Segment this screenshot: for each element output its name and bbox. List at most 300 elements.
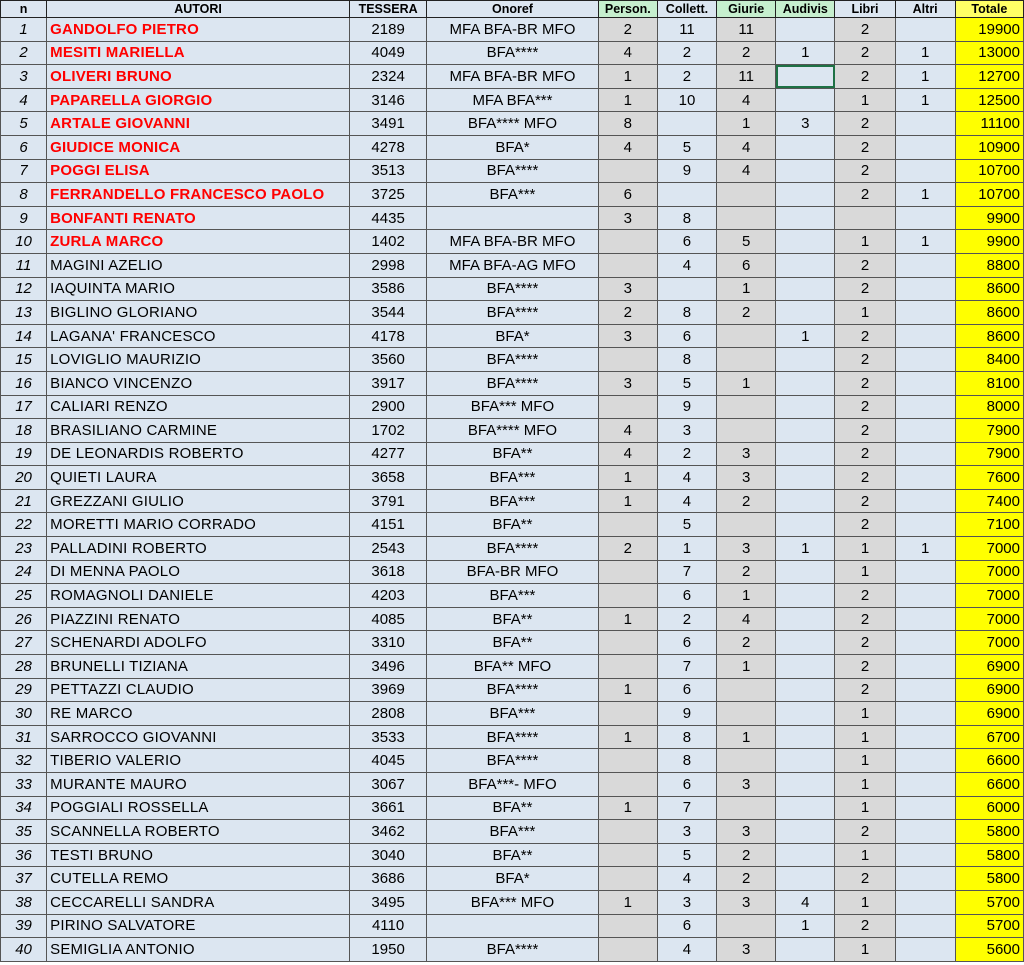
- cell-collett[interactable]: 3: [657, 419, 716, 443]
- cell-collett[interactable]: 8: [657, 749, 716, 773]
- cell-giurie[interactable]: 11: [717, 18, 776, 42]
- cell-totale[interactable]: 5800: [955, 867, 1023, 891]
- cell-collett[interactable]: 5: [657, 843, 716, 867]
- cell-tessera[interactable]: 4085: [350, 607, 427, 631]
- cell-onoref[interactable]: BFA****: [427, 41, 599, 65]
- cell-collett[interactable]: 9: [657, 395, 716, 419]
- cell-n[interactable]: 40: [1, 938, 47, 962]
- cell-onoref[interactable]: BFA****: [427, 159, 599, 183]
- cell-tessera[interactable]: 1702: [350, 419, 427, 443]
- cell-altri[interactable]: 1: [895, 183, 955, 207]
- cell-totale[interactable]: 8000: [955, 395, 1023, 419]
- cell-audivis[interactable]: [776, 159, 835, 183]
- cell-n[interactable]: 23: [1, 537, 47, 561]
- cell-collett[interactable]: 2: [657, 442, 716, 466]
- cell-tessera[interactable]: 4110: [350, 914, 427, 938]
- cell-totale[interactable]: 7900: [955, 419, 1023, 443]
- cell-autore[interactable]: MAGINI AZELIO: [47, 253, 350, 277]
- cell-giurie[interactable]: 1: [717, 725, 776, 749]
- cell-onoref[interactable]: MFA BFA***: [427, 88, 599, 112]
- cell-collett[interactable]: [657, 277, 716, 301]
- cell-onoref[interactable]: [427, 206, 599, 230]
- cell-n[interactable]: 38: [1, 890, 47, 914]
- cell-libri[interactable]: 2: [835, 867, 895, 891]
- cell-giurie[interactable]: 3: [717, 773, 776, 797]
- cell-totale[interactable]: 10900: [955, 135, 1023, 159]
- cell-collett[interactable]: 5: [657, 513, 716, 537]
- cell-tessera[interactable]: 2189: [350, 18, 427, 42]
- cell-totale[interactable]: 7100: [955, 513, 1023, 537]
- cell-person[interactable]: 1: [598, 796, 657, 820]
- cell-altri[interactable]: [895, 206, 955, 230]
- cell-person[interactable]: 1: [598, 489, 657, 513]
- cell-altri[interactable]: [895, 938, 955, 962]
- cell-n[interactable]: 35: [1, 820, 47, 844]
- cell-onoref[interactable]: BFA***- MFO: [427, 773, 599, 797]
- cell-person[interactable]: 1: [598, 725, 657, 749]
- cell-libri[interactable]: 1: [835, 88, 895, 112]
- cell-tessera[interactable]: 1402: [350, 230, 427, 254]
- cell-giurie[interactable]: 2: [717, 489, 776, 513]
- cell-onoref[interactable]: [427, 914, 599, 938]
- cell-autore[interactable]: LOVIGLIO MAURIZIO: [47, 348, 350, 372]
- cell-altri[interactable]: [895, 843, 955, 867]
- cell-person[interactable]: [598, 230, 657, 254]
- cell-onoref[interactable]: BFA****: [427, 749, 599, 773]
- cell-tessera[interactable]: 3661: [350, 796, 427, 820]
- cell-audivis[interactable]: [776, 655, 835, 679]
- header-onoref[interactable]: Onoref: [427, 1, 599, 18]
- cell-tessera[interactable]: 3495: [350, 890, 427, 914]
- cell-onoref[interactable]: BFA**: [427, 796, 599, 820]
- cell-totale[interactable]: 6600: [955, 749, 1023, 773]
- cell-onoref[interactable]: BFA*: [427, 867, 599, 891]
- cell-altri[interactable]: [895, 678, 955, 702]
- cell-person[interactable]: [598, 773, 657, 797]
- cell-totale[interactable]: 5800: [955, 843, 1023, 867]
- cell-altri[interactable]: [895, 253, 955, 277]
- cell-n[interactable]: 9: [1, 206, 47, 230]
- cell-giurie[interactable]: 4: [717, 135, 776, 159]
- cell-giurie[interactable]: 3: [717, 537, 776, 561]
- cell-audivis[interactable]: [776, 466, 835, 490]
- cell-libri[interactable]: 2: [835, 607, 895, 631]
- cell-giurie[interactable]: [717, 324, 776, 348]
- cell-collett[interactable]: 6: [657, 230, 716, 254]
- cell-tessera[interactable]: 3067: [350, 773, 427, 797]
- cell-tessera[interactable]: 3791: [350, 489, 427, 513]
- cell-onoref[interactable]: BFA***: [427, 584, 599, 608]
- cell-altri[interactable]: 1: [895, 88, 955, 112]
- cell-collett[interactable]: 6: [657, 324, 716, 348]
- cell-libri[interactable]: 1: [835, 938, 895, 962]
- cell-totale[interactable]: 6000: [955, 796, 1023, 820]
- cell-person[interactable]: [598, 702, 657, 726]
- cell-onoref[interactable]: BFA** MFO: [427, 655, 599, 679]
- cell-libri[interactable]: 1: [835, 843, 895, 867]
- cell-n[interactable]: 24: [1, 560, 47, 584]
- cell-audivis[interactable]: [776, 348, 835, 372]
- cell-libri[interactable]: 1: [835, 773, 895, 797]
- cell-totale[interactable]: 5800: [955, 820, 1023, 844]
- cell-tessera[interactable]: 2900: [350, 395, 427, 419]
- cell-altri[interactable]: [895, 301, 955, 325]
- cell-giurie[interactable]: [717, 348, 776, 372]
- cell-onoref[interactable]: BFA****: [427, 301, 599, 325]
- cell-n[interactable]: 36: [1, 843, 47, 867]
- cell-person[interactable]: [598, 348, 657, 372]
- cell-altri[interactable]: [895, 820, 955, 844]
- cell-n[interactable]: 19: [1, 442, 47, 466]
- cell-collett[interactable]: 2: [657, 607, 716, 631]
- cell-n[interactable]: 22: [1, 513, 47, 537]
- cell-autore[interactable]: GREZZANI GIULIO: [47, 489, 350, 513]
- cell-totale[interactable]: 6900: [955, 678, 1023, 702]
- cell-libri[interactable]: 1: [835, 702, 895, 726]
- cell-person[interactable]: 2: [598, 537, 657, 561]
- cell-libri[interactable]: [835, 206, 895, 230]
- cell-n[interactable]: 30: [1, 702, 47, 726]
- cell-onoref[interactable]: BFA**: [427, 607, 599, 631]
- cell-onoref[interactable]: BFA***: [427, 466, 599, 490]
- cell-audivis[interactable]: [776, 867, 835, 891]
- cell-n[interactable]: 20: [1, 466, 47, 490]
- cell-n[interactable]: 10: [1, 230, 47, 254]
- cell-giurie[interactable]: 3: [717, 442, 776, 466]
- cell-giurie[interactable]: 1: [717, 112, 776, 136]
- cell-altri[interactable]: [895, 773, 955, 797]
- cell-libri[interactable]: 2: [835, 183, 895, 207]
- cell-totale[interactable]: 8400: [955, 348, 1023, 372]
- cell-n[interactable]: 31: [1, 725, 47, 749]
- cell-person[interactable]: 1: [598, 65, 657, 89]
- cell-tessera[interactable]: 3533: [350, 725, 427, 749]
- cell-autore[interactable]: SEMIGLIA ANTONIO: [47, 938, 350, 962]
- cell-altri[interactable]: [895, 631, 955, 655]
- cell-giurie[interactable]: 1: [717, 655, 776, 679]
- cell-giurie[interactable]: 3: [717, 466, 776, 490]
- header-audivis[interactable]: Audivis: [776, 1, 835, 18]
- cell-person[interactable]: [598, 631, 657, 655]
- cell-onoref[interactable]: BFA***: [427, 183, 599, 207]
- cell-collett[interactable]: 6: [657, 678, 716, 702]
- cell-libri[interactable]: 2: [835, 371, 895, 395]
- cell-onoref[interactable]: BFA****: [427, 537, 599, 561]
- cell-libri[interactable]: 2: [835, 324, 895, 348]
- cell-giurie[interactable]: 1: [717, 584, 776, 608]
- cell-person[interactable]: [598, 560, 657, 584]
- cell-audivis[interactable]: [776, 489, 835, 513]
- cell-totale[interactable]: 5600: [955, 938, 1023, 962]
- cell-person[interactable]: [598, 584, 657, 608]
- cell-libri[interactable]: 2: [835, 678, 895, 702]
- cell-giurie[interactable]: [717, 702, 776, 726]
- cell-autore[interactable]: PALLADINI ROBERTO: [47, 537, 350, 561]
- cell-tessera[interactable]: 3544: [350, 301, 427, 325]
- cell-n[interactable]: 25: [1, 584, 47, 608]
- cell-tessera[interactable]: 3969: [350, 678, 427, 702]
- cell-totale[interactable]: 7000: [955, 631, 1023, 655]
- cell-collett[interactable]: 6: [657, 631, 716, 655]
- cell-audivis[interactable]: [776, 230, 835, 254]
- cell-altri[interactable]: 1: [895, 230, 955, 254]
- cell-person[interactable]: 4: [598, 41, 657, 65]
- cell-giurie[interactable]: [717, 183, 776, 207]
- cell-person[interactable]: 1: [598, 607, 657, 631]
- cell-autore[interactable]: MORETTI MARIO CORRADO: [47, 513, 350, 537]
- cell-tessera[interactable]: 3560: [350, 348, 427, 372]
- cell-audivis[interactable]: [776, 796, 835, 820]
- cell-totale[interactable]: 8600: [955, 277, 1023, 301]
- cell-giurie[interactable]: [717, 914, 776, 938]
- cell-tessera[interactable]: 4178: [350, 324, 427, 348]
- cell-collett[interactable]: 4: [657, 466, 716, 490]
- cell-collett[interactable]: 5: [657, 371, 716, 395]
- cell-n[interactable]: 33: [1, 773, 47, 797]
- cell-altri[interactable]: 1: [895, 41, 955, 65]
- cell-autore[interactable]: SCHENARDI ADOLFO: [47, 631, 350, 655]
- cell-altri[interactable]: [895, 513, 955, 537]
- cell-audivis[interactable]: [776, 442, 835, 466]
- cell-totale[interactable]: 9900: [955, 230, 1023, 254]
- cell-onoref[interactable]: BFA*** MFO: [427, 890, 599, 914]
- cell-altri[interactable]: [895, 442, 955, 466]
- cell-audivis[interactable]: 1: [776, 41, 835, 65]
- cell-collett[interactable]: [657, 183, 716, 207]
- cell-autore[interactable]: BIANCO VINCENZO: [47, 371, 350, 395]
- cell-person[interactable]: [598, 395, 657, 419]
- cell-audivis[interactable]: [776, 938, 835, 962]
- cell-audivis[interactable]: [776, 183, 835, 207]
- cell-giurie[interactable]: 2: [717, 41, 776, 65]
- cell-totale[interactable]: 9900: [955, 206, 1023, 230]
- cell-autore[interactable]: PIRINO SALVATORE: [47, 914, 350, 938]
- cell-collett[interactable]: 4: [657, 489, 716, 513]
- cell-onoref[interactable]: BFA***: [427, 820, 599, 844]
- cell-giurie[interactable]: 5: [717, 230, 776, 254]
- cell-n[interactable]: 7: [1, 159, 47, 183]
- cell-audivis[interactable]: [776, 301, 835, 325]
- cell-person[interactable]: [598, 820, 657, 844]
- cell-libri[interactable]: 2: [835, 584, 895, 608]
- cell-tessera[interactable]: 3686: [350, 867, 427, 891]
- cell-giurie[interactable]: 2: [717, 843, 776, 867]
- header-totale[interactable]: Totale: [955, 1, 1023, 18]
- cell-n[interactable]: 21: [1, 489, 47, 513]
- cell-tessera[interactable]: 3491: [350, 112, 427, 136]
- cell-onoref[interactable]: BFA-BR MFO: [427, 560, 599, 584]
- cell-altri[interactable]: 1: [895, 65, 955, 89]
- cell-onoref[interactable]: BFA**: [427, 442, 599, 466]
- cell-n[interactable]: 17: [1, 395, 47, 419]
- cell-altri[interactable]: [895, 584, 955, 608]
- cell-tessera[interactable]: 1950: [350, 938, 427, 962]
- cell-audivis[interactable]: 3: [776, 112, 835, 136]
- cell-autore[interactable]: BRUNELLI TIZIANA: [47, 655, 350, 679]
- cell-tessera[interactable]: 3658: [350, 466, 427, 490]
- cell-libri[interactable]: 2: [835, 253, 895, 277]
- cell-person[interactable]: [598, 513, 657, 537]
- cell-n[interactable]: 11: [1, 253, 47, 277]
- cell-totale[interactable]: 7900: [955, 442, 1023, 466]
- cell-collett[interactable]: 7: [657, 560, 716, 584]
- cell-altri[interactable]: [895, 159, 955, 183]
- cell-person[interactable]: 3: [598, 277, 657, 301]
- cell-n[interactable]: 32: [1, 749, 47, 773]
- cell-totale[interactable]: 12700: [955, 65, 1023, 89]
- cell-tessera[interactable]: 3513: [350, 159, 427, 183]
- cell-autore[interactable]: ZURLA MARCO: [47, 230, 350, 254]
- cell-tessera[interactable]: 3586: [350, 277, 427, 301]
- cell-onoref[interactable]: MFA BFA-BR MFO: [427, 18, 599, 42]
- cell-autore[interactable]: SARROCCO GIOVANNI: [47, 725, 350, 749]
- cell-audivis[interactable]: [776, 18, 835, 42]
- cell-totale[interactable]: 8800: [955, 253, 1023, 277]
- cell-totale[interactable]: 19900: [955, 18, 1023, 42]
- cell-totale[interactable]: 5700: [955, 914, 1023, 938]
- cell-person[interactable]: 1: [598, 890, 657, 914]
- cell-onoref[interactable]: BFA**: [427, 631, 599, 655]
- cell-autore[interactable]: POGGI ELISA: [47, 159, 350, 183]
- cell-altri[interactable]: 1: [895, 537, 955, 561]
- cell-audivis[interactable]: [776, 65, 835, 89]
- cell-person[interactable]: 3: [598, 371, 657, 395]
- cell-audivis[interactable]: [776, 277, 835, 301]
- cell-person[interactable]: 3: [598, 324, 657, 348]
- cell-totale[interactable]: 10700: [955, 159, 1023, 183]
- cell-autore[interactable]: OLIVERI BRUNO: [47, 65, 350, 89]
- cell-n[interactable]: 1: [1, 18, 47, 42]
- cell-collett[interactable]: 1: [657, 537, 716, 561]
- cell-tessera[interactable]: 2998: [350, 253, 427, 277]
- cell-tessera[interactable]: 4151: [350, 513, 427, 537]
- cell-person[interactable]: [598, 253, 657, 277]
- cell-altri[interactable]: [895, 914, 955, 938]
- cell-collett[interactable]: 4: [657, 867, 716, 891]
- cell-n[interactable]: 12: [1, 277, 47, 301]
- cell-libri[interactable]: 1: [835, 796, 895, 820]
- cell-libri[interactable]: 2: [835, 466, 895, 490]
- cell-onoref[interactable]: BFA*: [427, 135, 599, 159]
- cell-giurie[interactable]: 2: [717, 867, 776, 891]
- cell-altri[interactable]: [895, 348, 955, 372]
- cell-tessera[interactable]: 3310: [350, 631, 427, 655]
- cell-altri[interactable]: [895, 324, 955, 348]
- cell-n[interactable]: 2: [1, 41, 47, 65]
- cell-libri[interactable]: 2: [835, 277, 895, 301]
- cell-totale[interactable]: 6900: [955, 655, 1023, 679]
- cell-libri[interactable]: 2: [835, 112, 895, 136]
- cell-autore[interactable]: DI MENNA PAOLO: [47, 560, 350, 584]
- cell-collett[interactable]: 6: [657, 914, 716, 938]
- cell-giurie[interactable]: 4: [717, 607, 776, 631]
- header-giurie[interactable]: Giurie: [717, 1, 776, 18]
- cell-totale[interactable]: 8100: [955, 371, 1023, 395]
- cell-collett[interactable]: 7: [657, 796, 716, 820]
- cell-person[interactable]: [598, 914, 657, 938]
- cell-libri[interactable]: 1: [835, 749, 895, 773]
- cell-onoref[interactable]: BFA****: [427, 938, 599, 962]
- cell-onoref[interactable]: BFA*: [427, 324, 599, 348]
- cell-audivis[interactable]: [776, 749, 835, 773]
- cell-person[interactable]: 4: [598, 442, 657, 466]
- cell-onoref[interactable]: MFA BFA-BR MFO: [427, 230, 599, 254]
- header-person[interactable]: Person.: [598, 1, 657, 18]
- cell-tessera[interactable]: 2324: [350, 65, 427, 89]
- cell-onoref[interactable]: BFA****: [427, 678, 599, 702]
- cell-person[interactable]: [598, 749, 657, 773]
- cell-audivis[interactable]: [776, 88, 835, 112]
- cell-tessera[interactable]: 4278: [350, 135, 427, 159]
- cell-collett[interactable]: 11: [657, 18, 716, 42]
- cell-onoref[interactable]: BFA***: [427, 489, 599, 513]
- cell-person[interactable]: [598, 159, 657, 183]
- cell-libri[interactable]: 1: [835, 230, 895, 254]
- cell-audivis[interactable]: 4: [776, 890, 835, 914]
- cell-tessera[interactable]: 3496: [350, 655, 427, 679]
- cell-person[interactable]: 2: [598, 18, 657, 42]
- cell-giurie[interactable]: 2: [717, 631, 776, 655]
- cell-n[interactable]: 26: [1, 607, 47, 631]
- cell-tessera[interactable]: 3725: [350, 183, 427, 207]
- header-n[interactable]: n: [1, 1, 47, 18]
- cell-totale[interactable]: 7000: [955, 607, 1023, 631]
- cell-tessera[interactable]: 3146: [350, 88, 427, 112]
- cell-libri[interactable]: 2: [835, 18, 895, 42]
- cell-audivis[interactable]: [776, 631, 835, 655]
- cell-person[interactable]: 1: [598, 466, 657, 490]
- cell-altri[interactable]: [895, 489, 955, 513]
- cell-tessera[interactable]: 4049: [350, 41, 427, 65]
- cell-totale[interactable]: 7000: [955, 560, 1023, 584]
- cell-audivis[interactable]: [776, 725, 835, 749]
- cell-libri[interactable]: 2: [835, 631, 895, 655]
- cell-n[interactable]: 34: [1, 796, 47, 820]
- cell-collett[interactable]: 8: [657, 725, 716, 749]
- cell-autore[interactable]: POGGIALI ROSSELLA: [47, 796, 350, 820]
- cell-autore[interactable]: MURANTE MAURO: [47, 773, 350, 797]
- cell-autore[interactable]: CUTELLA REMO: [47, 867, 350, 891]
- cell-person[interactable]: 1: [598, 88, 657, 112]
- cell-giurie[interactable]: 4: [717, 88, 776, 112]
- cell-totale[interactable]: 6600: [955, 773, 1023, 797]
- cell-audivis[interactable]: [776, 419, 835, 443]
- cell-totale[interactable]: 12500: [955, 88, 1023, 112]
- cell-altri[interactable]: [895, 419, 955, 443]
- cell-person[interactable]: 2: [598, 301, 657, 325]
- cell-audivis[interactable]: [776, 253, 835, 277]
- cell-onoref[interactable]: BFA****: [427, 277, 599, 301]
- cell-onoref[interactable]: BFA**** MFO: [427, 112, 599, 136]
- cell-n[interactable]: 29: [1, 678, 47, 702]
- cell-onoref[interactable]: BFA*** MFO: [427, 395, 599, 419]
- cell-libri[interactable]: 2: [835, 419, 895, 443]
- cell-libri[interactable]: 2: [835, 41, 895, 65]
- cell-giurie[interactable]: [717, 395, 776, 419]
- cell-autore[interactable]: RE MARCO: [47, 702, 350, 726]
- cell-giurie[interactable]: 1: [717, 371, 776, 395]
- cell-collett[interactable]: 8: [657, 206, 716, 230]
- cell-collett[interactable]: 10: [657, 88, 716, 112]
- cell-altri[interactable]: [895, 371, 955, 395]
- cell-n[interactable]: 37: [1, 867, 47, 891]
- cell-audivis[interactable]: 1: [776, 914, 835, 938]
- cell-tessera[interactable]: 4435: [350, 206, 427, 230]
- cell-autore[interactable]: MESITI MARIELLA: [47, 41, 350, 65]
- cell-audivis[interactable]: [776, 395, 835, 419]
- cell-autore[interactable]: PAPARELLA GIORGIO: [47, 88, 350, 112]
- cell-tessera[interactable]: 3917: [350, 371, 427, 395]
